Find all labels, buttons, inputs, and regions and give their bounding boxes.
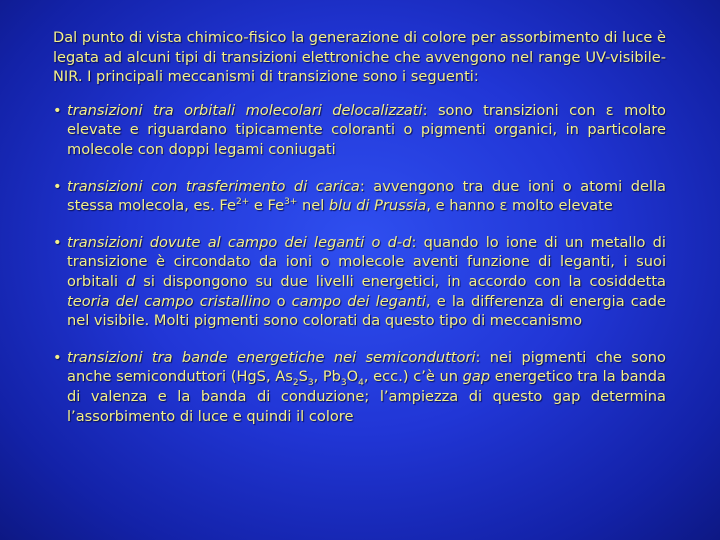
list-item-semiconductors [53, 348, 666, 426]
item-text: o [270, 292, 292, 310]
superscript: 3+ [284, 197, 298, 208]
subscript: 3 [340, 378, 347, 389]
item-term: transizioni tra bande energetiche nei semiconduttori [67, 348, 476, 366]
item-text: si dispongono su due livelli energetici, in accordo con la cosiddetta [135, 272, 666, 290]
item-text: O [346, 368, 359, 386]
item-term: campo dei leganti [291, 292, 426, 310]
item-text: energetico tra la banda di valenza e la banda di conduzione; l’ampiezza di questo gap determina l’assorbimento di luce e quindi il colore [67, 368, 666, 425]
item-text: , e hanno ε molto elevate [426, 197, 613, 215]
subscript: 2 [292, 378, 299, 389]
item-term: transizioni con trasferimento di carica [67, 177, 360, 195]
superscript: 2+ [235, 197, 250, 208]
item-text: : avvengono tra due ioni o atomi della stessa molecola, es. Fe [67, 177, 666, 215]
item-term: gap [462, 368, 491, 386]
item-text: nel [297, 197, 329, 215]
list-item-molecular-orbitals [53, 101, 666, 160]
item-text: : nei pigmenti che sono anche semiconduttori (HgS, As [67, 348, 666, 386]
intro-paragraph: Dal punto di vista chimico-fisico la generazione di colore per assorbimento di luce è legata ad alcuni tipi di transizioni elettroniche che avvengono nel range UV-visibile-NIR. I principali meccanismi di transizione sono i seguenti: [53, 29, 666, 86]
item-text: , Pb [313, 368, 341, 386]
subscript: 4 [358, 378, 364, 389]
item-text: , e la differenza di energia cade nel visibile. Molti pigmenti sono colorati da questo tipo di meccanismo [67, 292, 666, 330]
item-text: : quando lo ione di un metallo di transizione è circondato da ioni o molecole aventi funzione di leganti, i suoi orbitali [67, 233, 666, 290]
item-text: e Fe [249, 197, 285, 215]
list-item-charge-transfer [53, 177, 666, 216]
mechanism-list [53, 101, 666, 426]
item-term: blu di Prussia [328, 197, 427, 215]
item-text: , ecc.) c’è un [363, 368, 463, 386]
item-term: teoria del campo cristallino [67, 292, 271, 310]
item-term: transizioni tra orbitali molecolari delocalizzati [67, 101, 423, 119]
item-text: : sono transizioni con ε molto elevate e riguardano tipicamente coloranti o pigmenti organici, in particolare molecole con doppi legami coniugati [67, 101, 666, 158]
list-item-ligand-field [53, 233, 666, 331]
subscript: 3 [307, 378, 314, 389]
item-term: transizioni dovute al campo dei leganti o d-d [67, 233, 412, 251]
item-term: d [125, 272, 136, 290]
item-text: S [298, 368, 308, 386]
